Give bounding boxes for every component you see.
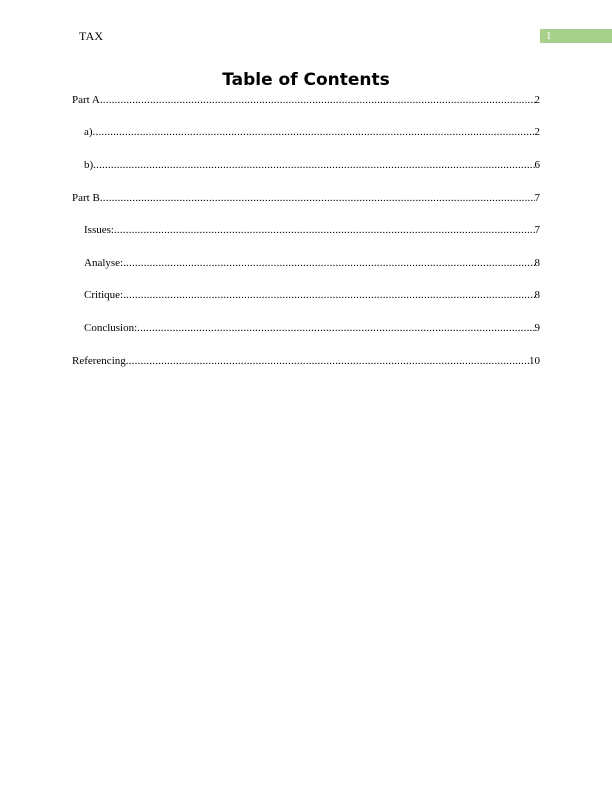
toc-entry-page: 2: [534, 94, 540, 106]
toc-dot-leader: [100, 191, 535, 205]
toc-entry-label: Critique:: [84, 289, 124, 301]
toc-dot-leader: [123, 288, 534, 302]
toc-entry-label: a): [84, 126, 93, 138]
toc-entry-label: b): [84, 159, 94, 171]
toc-dot-leader: [123, 256, 534, 270]
toc-entry-issues[interactable]: [84, 223, 540, 237]
toc-entry-part-b[interactable]: [72, 191, 540, 205]
toc-dot-leader: [137, 321, 534, 335]
toc-dot-leader: [100, 93, 535, 107]
toc-entry-page: 7: [534, 224, 540, 236]
toc-entry-page: 8: [534, 257, 540, 269]
toc-entry-a[interactable]: [84, 125, 540, 139]
toc-entry-label: Issues:: [84, 224, 114, 236]
header-title: TAX: [79, 29, 104, 43]
toc-entry-page: 8: [534, 289, 540, 301]
page-number-badge: 1: [540, 29, 612, 43]
toc-entry-analyse[interactable]: [84, 256, 540, 270]
toc-entry-label: Analyse:: [84, 257, 124, 269]
toc-entry-page: 9: [534, 322, 540, 334]
toc-heading: Table of Contents: [222, 70, 390, 90]
toc-dot-leader: [93, 125, 535, 139]
toc-entry-conclusion[interactable]: [84, 321, 540, 335]
toc-entry-label: Referencing: [72, 355, 126, 367]
toc-dot-leader: [126, 354, 529, 368]
toc-dot-leader: [114, 223, 535, 237]
toc-entry-critique[interactable]: [84, 288, 540, 302]
toc-dot-leader: [93, 158, 534, 172]
toc-entry-page: 10: [529, 355, 540, 367]
toc-entry-page: 2: [534, 126, 540, 138]
toc-entry-label: Conclusion:: [84, 322, 138, 334]
toc-entry-page: 6: [534, 159, 540, 171]
toc-entry-label: Part B: [72, 192, 100, 204]
toc-entry-referencing[interactable]: [72, 354, 540, 368]
toc-entry-label: Part A: [72, 94, 100, 106]
toc-entry-b[interactable]: [84, 158, 540, 172]
toc-entry-page: 7: [534, 192, 540, 204]
toc-entry-part-a[interactable]: [72, 93, 540, 107]
